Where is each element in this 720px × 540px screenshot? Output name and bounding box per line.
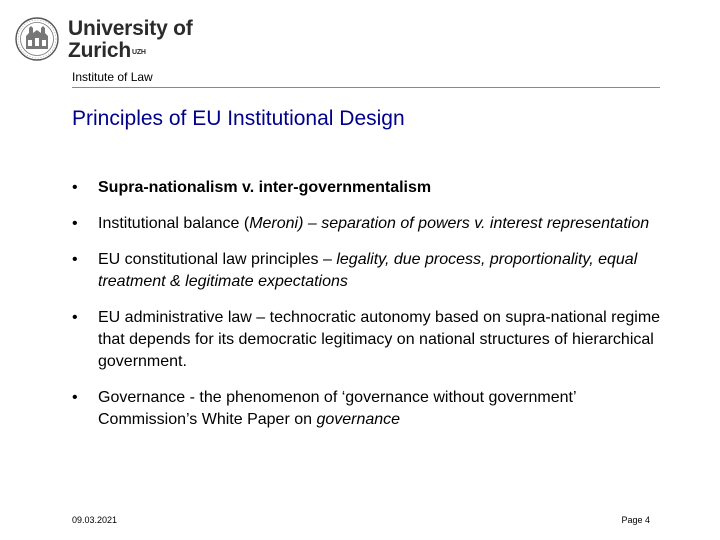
header-divider — [72, 87, 660, 88]
bullet-text-segment: Institutional balance ( — [98, 215, 250, 232]
logo-wordmark — [68, 18, 193, 62]
logo-line-2 — [68, 40, 193, 62]
bullet-marker: • — [72, 179, 78, 196]
logo-zurich: Zurich — [68, 39, 131, 62]
bullet-item — [72, 213, 672, 235]
footer-page-number: Page 4 — [621, 515, 650, 525]
bullet-list — [72, 177, 672, 445]
logo-line-1: University of — [68, 17, 193, 40]
footer-date: 09.03.2021 — [72, 515, 118, 525]
bullet-text-segment: legality, due process, proportionality, equal treatment & legitimate expectations — [98, 251, 638, 290]
bullet-marker: • — [72, 251, 78, 268]
bullet-text-segment: EU administrative law – technocratic autonomy based on supra-national regime that depends for its democratic legitimacy on national structures of hierarchical government. — [98, 309, 661, 370]
logo-uzh-superscript: UZH — [131, 49, 146, 56]
bullet-marker: • — [72, 309, 78, 326]
bullet-marker: • — [72, 389, 78, 406]
university-seal-icon — [14, 16, 60, 62]
bullet-text-segment: Supra-nationalism v. inter-governmentalism — [98, 179, 432, 196]
bullet-marker: • — [72, 215, 78, 232]
bullet-item — [72, 249, 672, 293]
institute-name: Institute of Law — [72, 70, 153, 84]
bullet-item — [72, 387, 672, 431]
bullet-item — [72, 307, 672, 373]
bullet-text-segment: governance — [316, 411, 401, 428]
bullet-text-segment: Meroni) – separation of powers v. interest representation — [249, 215, 650, 232]
university-logo — [10, 12, 193, 64]
slide-title: Principles of EU Institutional Design — [72, 107, 405, 130]
bullet-text-segment: EU constitutional law principles – — [98, 251, 337, 268]
bullet-text-segment: Governance - the phenomenon of ‘governance without government’ Commission’s White Paper on — [98, 389, 576, 428]
bullet-item — [72, 177, 672, 199]
